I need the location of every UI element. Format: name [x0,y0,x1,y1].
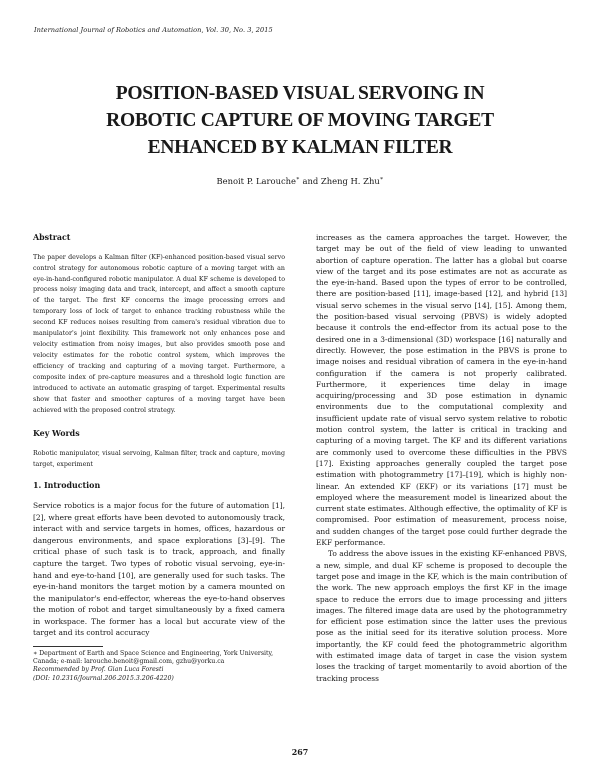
keywords-heading: Key Words [33,428,80,438]
footnote-divider [33,646,103,647]
left-column [33,232,285,683]
introduction-paragraph: Service robotics is a major focus for the future of automation [1], [2], where great efforts have been devoted to autonomously track, interact with and service targets in homes, offices, hazardous or dangerous environments, and space explorations [3]–[9]. The critical phase of such task is to track, approach, and finally capture the target. Two types of robotic visual servoing, eye-in-hand and eye-to-hand [10], are generally used for such tasks. The eye-in-hand monitors the target motion by a camera mounted on the manipulator's end-effector, whereas the eye-to-hand observes the motion of robot and target simultaneously by a fixed camera in workspace. The former has a local but accurate view of the target and its control accuracy [33,501,285,638]
footnote-doi: (DOI: 10.2316/Journal.206.2015.3.206-4220) [33,674,174,682]
journal-header: International Journal of Robotics and Automation, Vol. 30, No. 3, 2015 [34,26,273,34]
author-line [0,176,600,186]
title-line-2: ROBOTIC CAPTURE OF MOVING TARGET [106,110,494,131]
introduction-heading: 1. Introduction [33,480,101,490]
author-footnote-mark: ∗ [296,176,300,183]
title-line-3: ENHANCED BY KALMAN FILTER [147,137,453,158]
footnote-recommended: Recommended by Prof. Gian Luca Foresti [33,666,164,674]
author-name: Benoit P. Larouche [216,176,297,186]
abstract-heading: Abstract [33,233,71,242]
footnote-affiliation: ∗ Department of Earth and Space Science and Engineering, York University, Canada; e-mail: larouche.benoit@gmail.com, gzhu@yorku.ca [33,649,274,666]
keywords-text: Robotic manipulator, visual servoing, Kalman filter, track and capture, moving target, experiment [33,449,285,468]
title-line-1: POSITION-BASED VISUAL SERVOING IN [115,83,485,104]
body-paragraph: increases as the camera approaches the target. However, the target may be out of the field of view leading to unwanted abortion of capture operation. The latter has a global but coarse view of the target and its pose estimates are not as accurate as the eye-in-hand. Based upon the types of error to be controlled, there are position-based [11], image-based [12], and hybrid [13] visual servo schemes in the visual servo [14], [15]. Among them, the position-based visual servoing (PBVS) is widely adopted because it controls the end-effector from its actual pose to the desired one in a 3-dimensional (3D) workspace [16] naturally and directly. However, the pose estimation in the PBVS is prone to image noises and residual vibration of camera in the eye-in-hand configuration if the camera is not properly calibrated. Furthermore, it experiences time delay in image acquiring/processing and 3D pose estimation in dynamic environments due to the computational complexity and insufficient update rate of visual servo system relative to robotic motion control system, the latter is critical in tracking and capturing of a moving target. The KF and its different variations are commonly used to overcome these difficulties in the PBVS [17]. Existing approaches generally coupled the target pose estimation with photogrammetry [17]–[19], which is highly non-linear. An extended KF (EKF) or its variations [17] must be employed where the measurement model is linearized about the current state estimates. Although effective, the optimality of KF is compromised. Poor estimation of measurement, process noise, and sudden changes of the target pose could further degrade the EKF performance. [316,233,567,548]
paper-title [0,80,600,161]
author-conjunction: and [299,176,321,186]
author-name: Zheng H. Zhu [320,176,380,186]
body-paragraph: To address the above issues in the existing KF-enhanced PBVS, a new, simple, and dual KF scheme is proposed to decouple the target pose and image in the KF, which is the main contribution of the work. The new approach employs the first KF in the image space to reduce the errors due to image processing and jitters images. The filtered image data are used by the photogrammetry for efficient pose estimation since the latter uses the previous pose as the initial seed for its iterative solution process. More importantly, the KF could feed the photogrammetric algorithm with estimated image data of target in case the vision system loses the tracking of target momentarily to avoid abortion of the tracking process [316,549,567,683]
author-footnote-mark: ∗ [379,176,384,183]
right-column [316,232,567,684]
keywords-section [33,429,285,471]
abstract-body [33,253,285,417]
introduction-section [33,480,285,639]
abstract-text: The paper develops a Kalman filter (KF)-enhanced position-based visual servo control strategy for autonomous robotic capture of a moving target with an eye-in-hand-configured robotic manipulator. A dual KF scheme is developed to process noisy imaging data and track, intercept, and affect a smooth capture of the target. The first KF concerns the image processing errors and temporary loss of lock of target to enhance tracking robustness while the second KF reduces noises resulting from camera's residual vibration due to manipulator's joint flexibility. This framework not only enhances pose and velocity estimation from noisy images, but also provides smooth pose and velocity estimates for the robotic control system, which improves the efficiency of tracking and capturing of a moving target. Furthermore, a composite index of pre-capture measures and a threshold logic function are introduced to activate an automatic grasping of target. Experimental results show that faster and smoother captures of a moving target have been achieved with the proposed control strategy. [33,253,285,414]
page-number: 267 [291,748,309,757]
footnote [33,650,285,683]
